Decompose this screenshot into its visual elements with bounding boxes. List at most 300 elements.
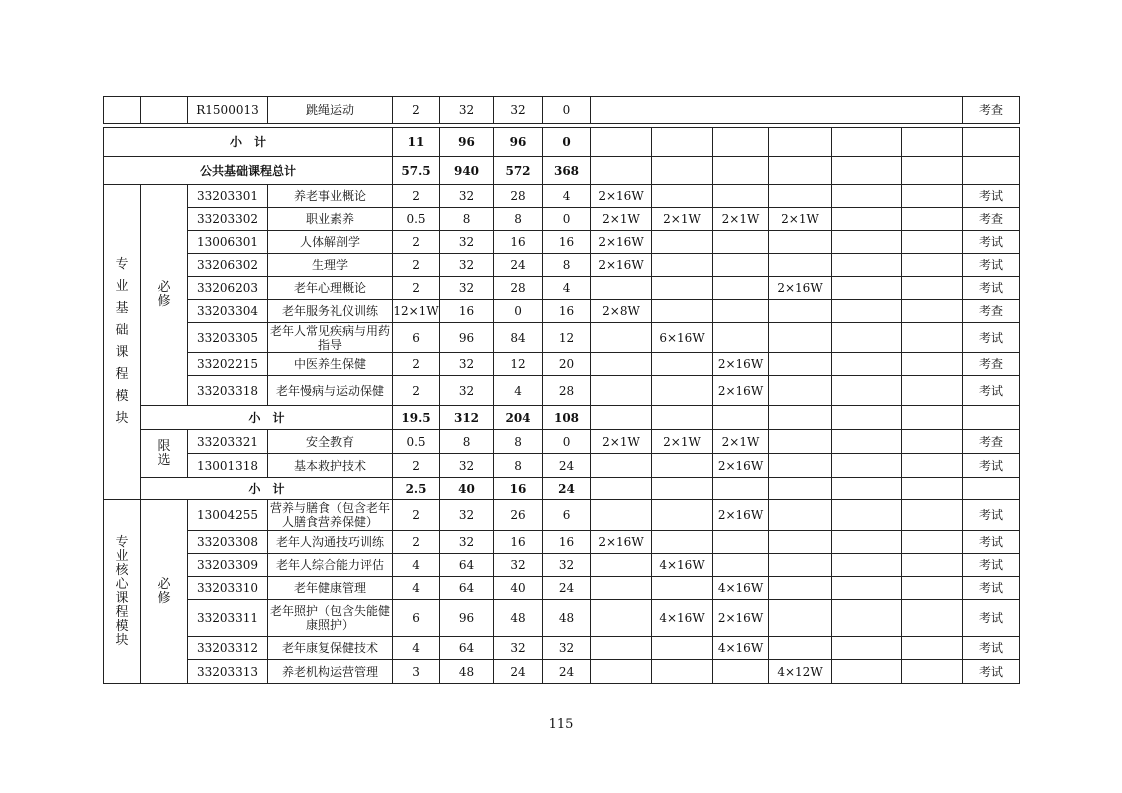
course-code: 33203302	[188, 208, 268, 231]
semester-3	[713, 185, 769, 208]
empty-cell	[902, 478, 963, 500]
course-code: 33202215	[188, 353, 268, 376]
table-row	[104, 231, 1020, 254]
table-row	[104, 208, 1020, 231]
course-name: 老年康复保健技术	[268, 637, 393, 660]
course-code: 33203311	[188, 600, 268, 637]
empty-cell	[769, 478, 832, 500]
total-hours: 64	[440, 637, 494, 660]
semester-3: 4×16W	[713, 637, 769, 660]
semester-4	[769, 254, 832, 277]
semester-3	[713, 254, 769, 277]
table-row	[104, 376, 1020, 406]
semester-1	[591, 554, 652, 577]
semester-2	[652, 531, 713, 554]
course-name: 老年人常见疾病与用药指导	[268, 323, 393, 353]
empty-cell	[713, 478, 769, 500]
semester-4	[769, 554, 832, 577]
course-code: 33203301	[188, 185, 268, 208]
semester-5	[832, 554, 902, 577]
semester-3: 2×16W	[713, 353, 769, 376]
table-row	[104, 254, 1020, 277]
exam-type: 考试	[963, 231, 1020, 254]
semester-5	[832, 300, 902, 323]
semester-5	[832, 637, 902, 660]
course-code: 33203313	[188, 660, 268, 684]
semester-4: 4×12W	[769, 660, 832, 684]
course-code: 33206203	[188, 277, 268, 300]
semester-4	[769, 185, 832, 208]
empty-cell	[713, 406, 769, 430]
credit: 2	[393, 185, 440, 208]
semester-2	[652, 500, 713, 531]
total-hours: 64	[440, 554, 494, 577]
public-total-label: 公共基础课程总计	[104, 157, 393, 185]
total-value: 312	[440, 406, 494, 430]
practice-hours: 368	[543, 157, 591, 185]
subtotal-row	[104, 128, 1020, 157]
credit: 0.5	[393, 430, 440, 454]
semester-1	[591, 577, 652, 600]
table-row	[104, 531, 1020, 554]
semester-5	[832, 376, 902, 406]
practice-hours: 16	[543, 300, 591, 323]
semester-1: 2×16W	[591, 531, 652, 554]
semester-2	[652, 254, 713, 277]
credit: 2	[393, 531, 440, 554]
practice-value: 108	[543, 406, 591, 430]
course-name: 老年人综合能力评估	[268, 554, 393, 577]
semester-2	[652, 300, 713, 323]
semester-1	[591, 376, 652, 406]
semester-5	[832, 254, 902, 277]
course-name: 老年心理概论	[268, 277, 393, 300]
semester-5	[832, 277, 902, 300]
empty-cell	[963, 406, 1020, 430]
semester-5	[832, 531, 902, 554]
exam-type: 考试	[963, 600, 1020, 637]
empty-cell	[832, 406, 902, 430]
total-hours: 32	[440, 231, 494, 254]
credit: 6	[393, 323, 440, 353]
semester-3: 4×16W	[713, 577, 769, 600]
course-code: 33206302	[188, 254, 268, 277]
empty-cell	[963, 478, 1020, 500]
semester-6	[902, 353, 963, 376]
credit: 0.5	[393, 208, 440, 231]
semester-6	[902, 208, 963, 231]
exam-type: 考试	[963, 531, 1020, 554]
total-hours: 32	[440, 531, 494, 554]
credit: 2	[393, 454, 440, 478]
table-row	[104, 637, 1020, 660]
empty-cell	[591, 478, 652, 500]
table-row	[104, 277, 1020, 300]
semester-6	[902, 300, 963, 323]
total-hours: 32	[440, 454, 494, 478]
semester-1: 2×16W	[591, 231, 652, 254]
theory-value: 204	[494, 406, 543, 430]
semester-2	[652, 637, 713, 660]
course-name: 跳绳运动	[268, 97, 393, 124]
subtotal-label: 小 计	[141, 478, 393, 500]
total-hours: 96	[440, 323, 494, 353]
course-code: 33203304	[188, 300, 268, 323]
theory-hours: 32	[494, 637, 543, 660]
exam-type: 考查	[963, 300, 1020, 323]
total-value: 40	[440, 478, 494, 500]
semester-5	[832, 231, 902, 254]
total-hours: 8	[440, 430, 494, 454]
practice-value: 24	[543, 478, 591, 500]
semester-4	[769, 600, 832, 637]
page-number: 115	[548, 717, 574, 732]
credit: 4	[393, 577, 440, 600]
semester-3: 2×16W	[713, 500, 769, 531]
credit-value: 2.5	[393, 478, 440, 500]
exam-type: 考试	[963, 660, 1020, 684]
required-label	[141, 185, 188, 406]
table-row	[104, 500, 1020, 531]
credit: 4	[393, 637, 440, 660]
semester-4	[769, 637, 832, 660]
semester-2	[652, 185, 713, 208]
theory-hours: 96	[494, 128, 543, 157]
subtotal-row	[104, 478, 1020, 500]
semester-1	[591, 500, 652, 531]
course-name: 老年服务礼仪训练	[268, 300, 393, 323]
credit: 6	[393, 600, 440, 637]
course-table	[103, 127, 1020, 684]
exam-type: 考试	[963, 454, 1020, 478]
semester-2: 2×1W	[652, 430, 713, 454]
semester-4	[769, 500, 832, 531]
course-name: 生理学	[268, 254, 393, 277]
exam-type: 考试	[963, 277, 1020, 300]
semester-1: 2×8W	[591, 300, 652, 323]
practice-hours: 4	[543, 185, 591, 208]
theory-hours: 12	[494, 353, 543, 376]
semester-5	[832, 500, 902, 531]
practice-hours: 0	[543, 430, 591, 454]
semester-3: 2×1W	[713, 208, 769, 231]
semester-5	[832, 577, 902, 600]
semester-1	[591, 277, 652, 300]
course-code: 13004255	[188, 500, 268, 531]
semester-3: 2×16W	[713, 376, 769, 406]
theory-hours: 32	[494, 554, 543, 577]
course-name: 老年照护（包含失能健康照护）	[268, 600, 393, 637]
exam-type: 考试	[963, 254, 1020, 277]
semester-4	[769, 353, 832, 376]
semester-4	[769, 231, 832, 254]
semester-3	[713, 231, 769, 254]
semester-2	[652, 454, 713, 478]
semester-4	[769, 300, 832, 323]
practice-hours: 32	[543, 637, 591, 660]
elective-label-text: 限选	[157, 438, 171, 468]
practice-hours: 16	[543, 531, 591, 554]
table-row	[104, 577, 1020, 600]
semester-2: 4×16W	[652, 554, 713, 577]
exam-type: 考试	[963, 577, 1020, 600]
semester-2	[652, 577, 713, 600]
credit-value: 19.5	[393, 406, 440, 430]
total-hours: 16	[440, 300, 494, 323]
semester-6	[902, 323, 963, 353]
course-code: R1500013	[188, 97, 268, 124]
course-name: 养老机构运营管理	[268, 660, 393, 684]
public-total-row	[104, 157, 1020, 185]
exam-type: 考试	[963, 637, 1020, 660]
semester-merged	[591, 97, 963, 124]
semester-1: 2×1W	[591, 430, 652, 454]
total-hours: 940	[440, 157, 494, 185]
exam-type: 考试	[963, 554, 1020, 577]
total-hours: 32	[440, 254, 494, 277]
semester-4: 2×1W	[769, 208, 832, 231]
semester-3	[713, 300, 769, 323]
empty-cell	[769, 406, 832, 430]
credit: 2	[393, 500, 440, 531]
semester-5	[832, 600, 902, 637]
total-hours: 32	[440, 500, 494, 531]
theory-hours: 48	[494, 600, 543, 637]
subtotal-row	[104, 406, 1020, 430]
theory-hours: 40	[494, 577, 543, 600]
module-label-text: 专业基础课程模块	[115, 257, 129, 426]
practice-hours: 28	[543, 376, 591, 406]
table-row	[104, 300, 1020, 323]
required-label-text: 必修	[157, 576, 171, 606]
theory-hours: 24	[494, 254, 543, 277]
table-row	[104, 554, 1020, 577]
semester-3: 2×16W	[713, 600, 769, 637]
theory-hours: 16	[494, 231, 543, 254]
empty-cell	[652, 478, 713, 500]
theory-hours: 8	[494, 430, 543, 454]
practice-hours: 0	[543, 97, 591, 124]
semester-6	[902, 600, 963, 637]
empty-cell	[902, 406, 963, 430]
course-code: 33203321	[188, 430, 268, 454]
module1-body	[104, 185, 1020, 500]
top-row-table	[103, 96, 1020, 124]
theory-value: 16	[494, 478, 543, 500]
exam-type: 考试	[963, 500, 1020, 531]
course-code: 33203309	[188, 554, 268, 577]
semester-1	[591, 660, 652, 684]
semester-3	[713, 660, 769, 684]
semester-2	[652, 353, 713, 376]
semester-4	[769, 531, 832, 554]
practice-hours: 24	[543, 454, 591, 478]
credit: 2	[393, 97, 440, 124]
semester-2	[652, 660, 713, 684]
practice-hours: 0	[543, 128, 591, 157]
course-name: 基本救护技术	[268, 454, 393, 478]
practice-hours: 20	[543, 353, 591, 376]
theory-hours: 24	[494, 660, 543, 684]
module-label	[104, 500, 141, 684]
total-hours: 32	[440, 376, 494, 406]
semester-3: 2×16W	[713, 454, 769, 478]
semester-4: 2×16W	[769, 277, 832, 300]
course-name: 养老事业概论	[268, 185, 393, 208]
credit: 2	[393, 353, 440, 376]
semester-6	[902, 660, 963, 684]
exam-type: 考试	[963, 185, 1020, 208]
exam-type: 考查	[963, 353, 1020, 376]
module-label-text: 专业核心课程模块	[115, 534, 129, 648]
semester-6	[902, 531, 963, 554]
semester-1	[591, 323, 652, 353]
semester-5	[832, 454, 902, 478]
practice-hours: 8	[543, 254, 591, 277]
exam-type: 考查	[963, 430, 1020, 454]
module-label	[104, 185, 141, 500]
table-row	[104, 660, 1020, 684]
practice-hours: 48	[543, 600, 591, 637]
credit: 2	[393, 277, 440, 300]
semester-5	[832, 185, 902, 208]
practice-hours: 6	[543, 500, 591, 531]
practice-hours: 24	[543, 660, 591, 684]
semester-5	[832, 430, 902, 454]
semester-1	[591, 600, 652, 637]
subtotal-label: 小 计	[104, 128, 393, 157]
course-code: 33203310	[188, 577, 268, 600]
table-row	[104, 454, 1020, 478]
empty-cell	[652, 406, 713, 430]
semester-1	[591, 637, 652, 660]
semester-1	[591, 353, 652, 376]
practice-hours: 0	[543, 208, 591, 231]
semester-4	[769, 376, 832, 406]
semester-5	[832, 208, 902, 231]
course-code: 13006301	[188, 231, 268, 254]
practice-hours: 4	[543, 277, 591, 300]
course-name: 老年慢病与运动保健	[268, 376, 393, 406]
practice-hours: 16	[543, 231, 591, 254]
total-hours: 48	[440, 660, 494, 684]
table-row	[104, 353, 1020, 376]
theory-hours: 8	[494, 454, 543, 478]
semester-6	[902, 254, 963, 277]
theory-hours: 26	[494, 500, 543, 531]
semester-6	[902, 231, 963, 254]
semester-2: 2×1W	[652, 208, 713, 231]
theory-hours: 4	[494, 376, 543, 406]
semester-3	[713, 531, 769, 554]
table-row	[104, 430, 1020, 454]
credit: 2	[393, 231, 440, 254]
theory-hours: 84	[494, 323, 543, 353]
semester-6	[902, 637, 963, 660]
semester-2	[652, 277, 713, 300]
semester-3	[713, 554, 769, 577]
course-code: 33203305	[188, 323, 268, 353]
credit: 3	[393, 660, 440, 684]
practice-hours: 32	[543, 554, 591, 577]
practice-hours: 24	[543, 577, 591, 600]
theory-hours: 572	[494, 157, 543, 185]
practice-hours: 12	[543, 323, 591, 353]
exam-type: 考查	[963, 208, 1020, 231]
required-label	[141, 500, 188, 684]
empty-cell	[591, 406, 652, 430]
theory-hours: 28	[494, 277, 543, 300]
subtotal-label: 小 计	[141, 406, 393, 430]
semester-4	[769, 430, 832, 454]
elective-label	[141, 430, 188, 478]
total-hours: 96	[440, 600, 494, 637]
table-row	[104, 97, 1020, 124]
semester-5	[832, 660, 902, 684]
course-name: 职业素养	[268, 208, 393, 231]
semester-6	[902, 577, 963, 600]
semester-6	[902, 454, 963, 478]
semester-3: 2×1W	[713, 430, 769, 454]
semester-1	[591, 454, 652, 478]
table-row	[104, 323, 1020, 353]
exam-type: 考试	[963, 376, 1020, 406]
credit: 12×1W	[393, 300, 440, 323]
semester-2: 6×16W	[652, 323, 713, 353]
semester-2: 4×16W	[652, 600, 713, 637]
semester-5	[832, 323, 902, 353]
empty-cell	[832, 478, 902, 500]
course-code: 33203318	[188, 376, 268, 406]
course-name: 老年健康管理	[268, 577, 393, 600]
credit: 57.5	[393, 157, 440, 185]
semester-6	[902, 376, 963, 406]
theory-hours: 0	[494, 300, 543, 323]
credit: 11	[393, 128, 440, 157]
semester-4	[769, 577, 832, 600]
table-row	[104, 185, 1020, 208]
course-name: 营养与膳食（包含老年人膳食营养保健）	[268, 500, 393, 531]
semester-1: 2×16W	[591, 254, 652, 277]
semester-2	[652, 231, 713, 254]
semester-4	[769, 454, 832, 478]
semester-1: 2×16W	[591, 185, 652, 208]
course-name: 安全教育	[268, 430, 393, 454]
semester-2	[652, 376, 713, 406]
semester-6	[902, 185, 963, 208]
total-hours: 96	[440, 128, 494, 157]
table-row	[104, 600, 1020, 637]
credit: 2	[393, 254, 440, 277]
semester-3	[713, 277, 769, 300]
theory-hours: 16	[494, 531, 543, 554]
credit: 4	[393, 554, 440, 577]
total-hours: 32	[440, 353, 494, 376]
semester-3	[713, 323, 769, 353]
module2-body	[104, 500, 1020, 684]
semester-6	[902, 430, 963, 454]
course-name: 中医养生保健	[268, 353, 393, 376]
course-code: 13001318	[188, 454, 268, 478]
semester-5	[832, 353, 902, 376]
exam-type: 考查	[963, 97, 1020, 124]
course-code: 33203312	[188, 637, 268, 660]
course-name: 老年人沟通技巧训练	[268, 531, 393, 554]
credit: 2	[393, 376, 440, 406]
course-name: 人体解剖学	[268, 231, 393, 254]
total-hours: 32	[440, 97, 494, 124]
semester-6	[902, 500, 963, 531]
